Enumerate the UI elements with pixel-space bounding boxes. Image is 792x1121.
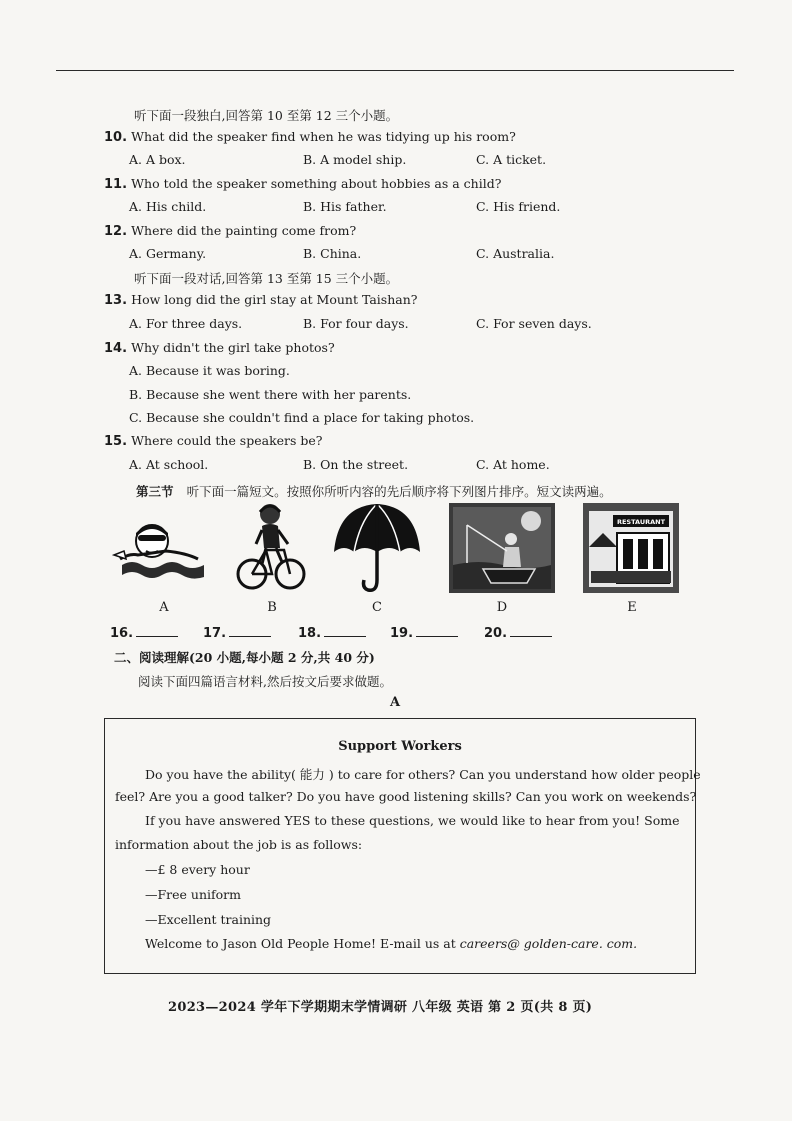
blank-number: 19. [390, 626, 414, 641]
question-text: Where did the painting come from? [131, 223, 357, 238]
job-item-pay: —£ 8 every hour [145, 862, 250, 877]
question-10 [104, 129, 516, 145]
question-13 [104, 292, 417, 308]
question-text: How long did the girl stay at Mount Taishan? [131, 292, 418, 307]
swimming-picture [112, 515, 212, 583]
option-c[interactable]: C. Australia. [476, 246, 555, 261]
question-text: Who told the speaker something about hobbies as a child? [131, 176, 502, 191]
question-text: Where could the speakers be? [131, 433, 323, 448]
passage-p1-line2: feel? Are you a good talker? Do you have good listening skills? Can you work on weekends? [115, 789, 697, 804]
closing-text: Welcome to Jason Old People Home! E-mail us at [145, 936, 460, 951]
passage-p2-line2: information about the job is as follows: [115, 837, 363, 852]
passage-letter: A [390, 695, 401, 710]
question-number: 12. [104, 224, 128, 239]
picture-label-b: B [267, 600, 277, 615]
answer-blank-19[interactable] [390, 624, 458, 641]
section-intro-monologue: 听下面一段独白,回答第 10 至第 12 三个小题。 [134, 108, 399, 123]
question-12 [104, 223, 356, 239]
option-b[interactable]: B. A model ship. [303, 152, 407, 167]
question-11 [104, 176, 501, 192]
option-b[interactable]: B. On the street. [303, 457, 409, 472]
question-14 [104, 340, 335, 356]
picture-label-c: C [372, 600, 382, 615]
option-b[interactable]: B. His father. [303, 199, 387, 214]
fishing-picture [449, 503, 555, 593]
umbrella-picture [330, 500, 424, 596]
option-c[interactable]: C. At home. [476, 457, 550, 472]
passage-title: Support Workers [338, 739, 462, 754]
answer-blank-20[interactable] [484, 624, 552, 641]
option-a[interactable]: A. For three days. [129, 316, 243, 331]
passage-p2-line1: If you have answered YES to these questions, we would like to hear from you! Some [145, 813, 680, 828]
contact-email[interactable]: careers@ golden-care. com. [459, 936, 638, 951]
answer-blank-16[interactable] [110, 624, 178, 641]
answer-blank-17[interactable] [203, 624, 271, 641]
option-b[interactable]: B. Because she went there with her parents. [129, 387, 412, 402]
option-a[interactable]: A. At school. [129, 457, 209, 472]
question-text: What did the speaker find when he was tidying up his room? [131, 129, 516, 144]
part-2-title: 二、阅读理解(20 小题,每小题 2 分,共 40 分) [114, 650, 375, 665]
question-15 [104, 433, 323, 449]
option-b[interactable]: B. For four days. [303, 316, 409, 331]
picture-label-a: A [159, 600, 169, 615]
question-text: Why didn't the girl take photos? [131, 340, 335, 355]
section-3-label: 第三节 [136, 484, 174, 499]
option-c[interactable]: C. For seven days. [476, 316, 592, 331]
restaurant-sign-text: RESTAURANT [616, 518, 666, 526]
picture-label-d: D [496, 600, 508, 615]
option-c[interactable]: C. His friend. [476, 199, 561, 214]
option-c[interactable]: C. A ticket. [476, 152, 547, 167]
option-a[interactable]: A. Germany. [129, 246, 207, 261]
picture-label-e: E [627, 600, 637, 615]
question-number: 11. [104, 177, 128, 192]
blank-number: 20. [484, 626, 508, 641]
section-3-heading [136, 482, 612, 500]
option-c[interactable]: C. Because she couldn't find a place for taking photos. [129, 410, 475, 425]
job-item-uniform: —Free uniform [145, 887, 241, 902]
passage-p1-line1: Do you have the ability( 能力 ) to care for others? Can you understand how older people [145, 767, 701, 782]
question-number: 14. [104, 341, 128, 356]
question-number: 15. [104, 434, 128, 449]
page-footer: 2023—2024 学年下学期期末学情调研 八年级 英语 第 2 页(共 8 页) [168, 1000, 593, 1015]
option-a[interactable]: A. A box. [129, 152, 186, 167]
blank-number: 16. [110, 626, 134, 641]
section-intro-dialogue: 听下面一段对话,回答第 13 至第 15 三个小题。 [134, 271, 399, 286]
job-item-training: —Excellent training [145, 912, 272, 927]
answer-blank-18[interactable] [298, 624, 366, 641]
option-b[interactable]: B. China. [303, 246, 362, 261]
option-a[interactable]: A. His child. [129, 199, 207, 214]
question-number: 10. [104, 130, 128, 145]
option-a[interactable]: A. Because it was boring. [129, 363, 290, 378]
blank-number: 17. [203, 626, 227, 641]
cycling-picture [236, 500, 306, 595]
restaurant-picture [583, 503, 679, 593]
section-3-instruction: 听下面一篇短文。按照你所听内容的先后顺序将下列图片排序。短文读两遍。 [186, 484, 612, 499]
header-rule [56, 70, 734, 71]
passage-closing [145, 936, 637, 951]
part-2-instruction: 阅读下面四篇语言材料,然后按文后要求做题。 [138, 674, 392, 689]
passage-box [104, 718, 701, 974]
question-number: 13. [104, 293, 128, 308]
blank-number: 18. [298, 626, 322, 641]
